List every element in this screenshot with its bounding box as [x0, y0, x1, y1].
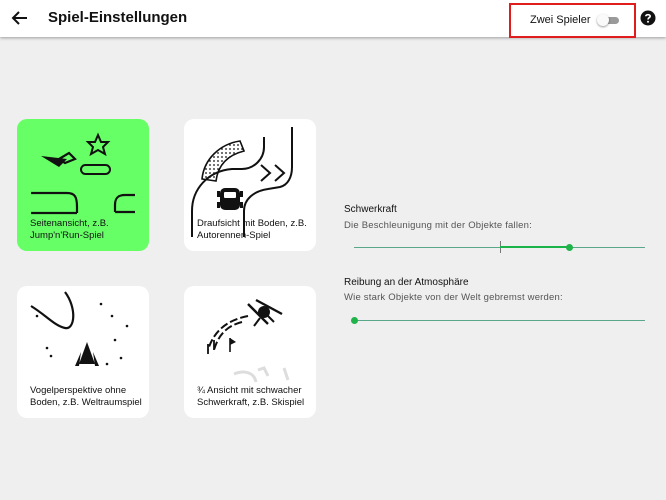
game-mode-card-side-view[interactable] — [17, 119, 149, 251]
two-player-label: Zwei Spieler — [530, 14, 591, 26]
slider-thumb[interactable] — [566, 244, 573, 251]
game-mode-label: ¾ Ansicht mit schwacher Schwerkraft, z.B. Skispiel — [197, 385, 305, 408]
friction-title: Reibung an der Atmosphäre — [344, 277, 469, 288]
gravity-description: Die Beschleunigung mit der Objekte fallen: — [344, 220, 532, 231]
game-mode-label: Draufsicht mit Boden, z.B. Autorennen-Spiel — [197, 218, 307, 241]
game-mode-label: Vogelperspektive ohne Boden, z.B. Weltraumspiel — [30, 385, 142, 408]
switch-knob — [597, 14, 609, 26]
game-mode-card-three-quarter[interactable] — [184, 286, 316, 418]
friction-slider[interactable] — [354, 313, 645, 329]
game-mode-card-top-down[interactable] — [184, 119, 316, 251]
gravity-slider[interactable] — [354, 240, 645, 256]
arrow-back-icon[interactable] — [10, 8, 30, 28]
help-circle-icon[interactable] — [640, 10, 656, 26]
slider-track — [354, 320, 645, 321]
friction-description: Wie stark Objekte von der Welt gebremst werden: — [344, 292, 563, 303]
two-player-switch[interactable] — [597, 15, 619, 26]
game-mode-label: Seitenansicht, z.B. Jump'n'Run-Spiel — [30, 218, 109, 241]
app-bar — [0, 0, 666, 37]
game-mode-card-birds-eye[interactable] — [17, 286, 149, 418]
slider-thumb[interactable] — [351, 317, 358, 324]
gravity-title: Schwerkraft — [344, 204, 397, 215]
slider-active-track — [500, 246, 570, 248]
two-player-toggle[interactable] — [509, 3, 636, 38]
page-title: Spiel-Einstellungen — [48, 9, 188, 26]
